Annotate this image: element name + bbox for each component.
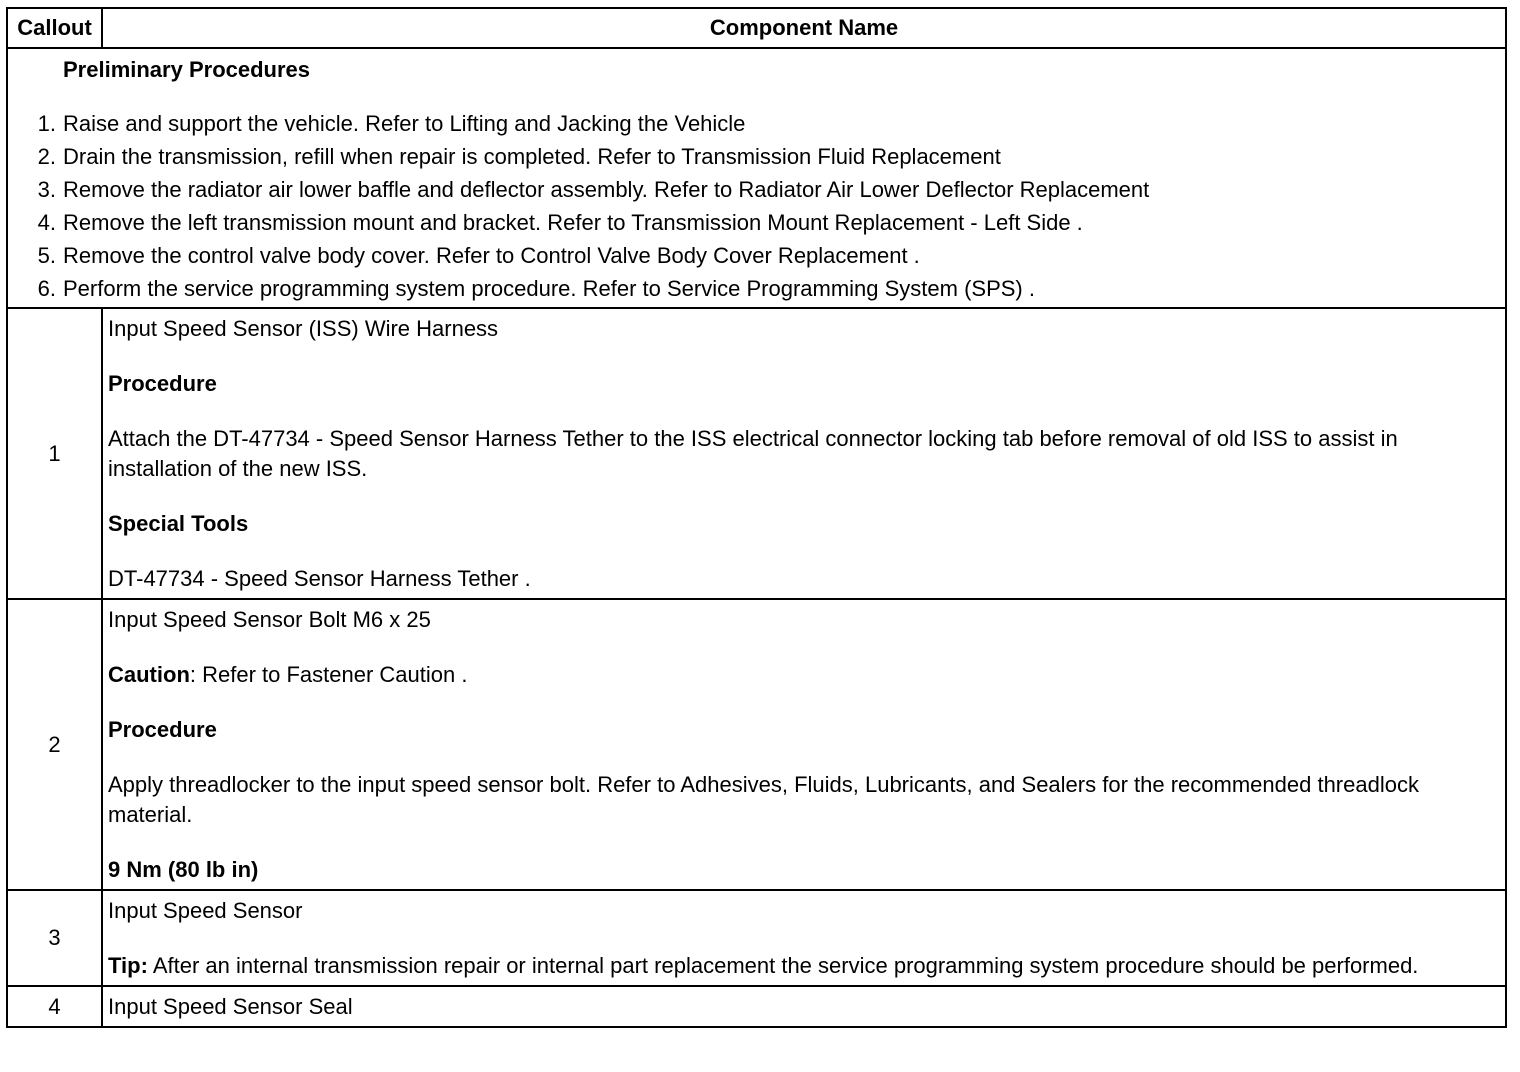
procedure-heading: Procedure [108,371,217,396]
procedure-heading: Procedure [108,717,217,742]
procedure-text: Attach the DT-47734 - Speed Sensor Harness Tether to the ISS electrical connector locking tab before removal of old ISS to assist in installation of the new ISS. [108,426,1398,481]
table-row [7,986,1506,1027]
component-cell [102,599,1506,890]
callout-column-header: Callout [7,8,102,48]
tip-note [108,951,1491,981]
component-name-column-header: Component Name [102,8,1506,48]
step-text: Remove the radiator air lower baffle and deflector assembly. Refer to Radiator Air Lower Deflector Replacement [63,177,1150,202]
special-tools-text: DT-47734 - Speed Sensor Harness Tether . [108,566,531,591]
list-item [16,173,1497,206]
callout-number: 1 [7,308,102,599]
table-header-row [7,8,1506,48]
callout-number: 4 [7,986,102,1027]
component-cell [102,986,1506,1027]
step-number: 4. [37,210,56,235]
list-item [16,140,1497,173]
step-number: 5. [37,243,56,268]
preliminary-procedures-cell [7,48,1506,308]
torque-spec: 9 Nm (80 lb in) [108,857,259,882]
caution-text: : Refer to Fastener Caution . [189,662,468,687]
tip-text: After an internal transmission repair or internal part replacement the service programming system procedure should be performed. [147,953,1419,978]
preliminary-procedures-title: Preliminary Procedures [63,57,311,82]
special-tools-heading: Special Tools [108,511,249,536]
step-text: Remove the left transmission mount and bracket. Refer to Transmission Mount Replacement - Left Side . [63,210,1083,235]
step-text: Remove the control valve body cover. Refer to Control Valve Body Cover Replacement . [63,243,920,268]
table-row [7,890,1506,986]
step-number: 6. [37,276,56,301]
caution-note [108,660,1491,690]
step-text: Perform the service programming system procedure. Refer to Service Programming System (SPS) . [63,276,1035,301]
preliminary-procedures-row [7,48,1506,308]
component-name: Input Speed Sensor Bolt M6 x 25 [108,607,431,632]
preliminary-steps-list [16,107,1497,305]
table-row [7,599,1506,890]
list-item [16,206,1497,239]
procedure-text: Apply threadlocker to the input speed sensor bolt. Refer to Adhesives, Fluids, Lubricants, and Sealers for the recommended threadlock material. [108,772,1419,827]
step-number: 3. [37,177,56,202]
component-name: Input Speed Sensor (ISS) Wire Harness [108,316,499,341]
caution-label: Caution [108,662,190,687]
list-item [16,107,1497,140]
component-name: Input Speed Sensor [108,898,303,923]
list-item [16,239,1497,272]
component-cell [102,890,1506,986]
step-number: 2. [37,144,56,169]
table-row [7,308,1506,599]
step-text: Drain the transmission, refill when repair is completed. Refer to Transmission Fluid Replacement [63,144,1001,169]
callout-number: 2 [7,599,102,890]
callout-number: 3 [7,890,102,986]
component-cell [102,308,1506,599]
list-item [16,272,1497,305]
component-table [6,7,1507,1028]
step-number: 1. [37,111,56,136]
step-text: Raise and support the vehicle. Refer to Lifting and Jacking the Vehicle [63,111,746,136]
tip-label: Tip: [108,953,148,978]
component-name: Input Speed Sensor Seal [108,994,353,1019]
